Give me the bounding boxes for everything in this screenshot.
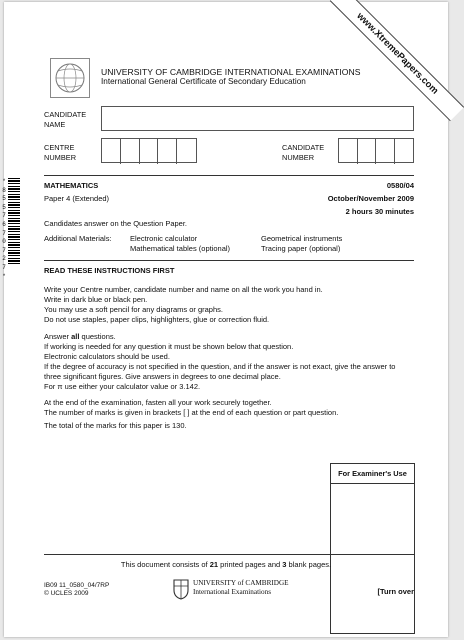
divider xyxy=(44,175,414,176)
certificate-title: International General Certificate of Secondary Education xyxy=(101,77,306,86)
answer-note: Candidates answer on the Question Paper. xyxy=(44,219,188,228)
divider xyxy=(44,260,414,261)
exam-session: October/November 2009 xyxy=(327,194,414,203)
exam-cover-page xyxy=(4,2,448,637)
digit-box[interactable] xyxy=(102,139,121,164)
candidate-number-label: CANDIDATE NUMBER xyxy=(282,143,325,162)
digit-box[interactable] xyxy=(158,139,177,164)
digit-box[interactable] xyxy=(358,139,377,164)
exam-duration: 2 hours 30 minutes xyxy=(345,207,414,216)
digit-box[interactable] xyxy=(121,139,140,164)
globe-icon xyxy=(50,58,90,98)
watermark-banner[interactable]: www.XtremePapers.com xyxy=(330,0,464,121)
instructions-block-1: Write your Centre number, candidate number and name on all the work you hand in. Write in dark blue or black pen. You may use a soft pencil for any diagrams or graphs. Do not use staples, paper clips, highlighters, glue or correction fluid. xyxy=(44,285,323,324)
crest-icon xyxy=(172,578,190,600)
digit-box[interactable] xyxy=(339,139,358,164)
document-reference: IB09 11_0580_04/7RP © UCLES 2009 xyxy=(44,582,110,597)
centre-number-field[interactable] xyxy=(101,138,197,163)
paper-code: 0580/04 xyxy=(386,181,414,190)
answer-all-line: Answer all questions. xyxy=(44,332,116,341)
total-marks-note: The total of the marks for this paper is 130. xyxy=(44,421,187,430)
digit-box[interactable] xyxy=(177,139,196,164)
digit-box[interactable] xyxy=(376,139,395,164)
instructions-heading: READ THESE INSTRUCTIONS FIRST xyxy=(44,266,175,275)
digit-box[interactable] xyxy=(395,139,413,164)
candidate-name-label: CANDIDATE NAME xyxy=(44,110,87,129)
materials-list-2: Geometrical instruments Tracing paper (optional) xyxy=(261,234,343,253)
candidate-name-field[interactable] xyxy=(101,106,414,131)
examiner-use-label: For Examiner's Use xyxy=(331,464,414,484)
page-count-note: This document consists of 21 printed pages and 3 blank pages. xyxy=(120,560,332,569)
paper-name: Paper 4 (Extended) xyxy=(44,194,110,203)
university-title: UNIVERSITY OF CAMBRIDGE INTERNATIONAL EXAMINATIONS xyxy=(101,67,361,77)
instructions-block-2: Answer all questions. If working is needed for any question it must be shown below that question. Electronic calculators should be used. If the degree of accuracy is not specified in the question, and if the answer is not exact, give the answer to three significant figures. Give answers in degrees to one decimal place. For π use either your calculator value or 3.142. xyxy=(44,332,419,392)
divider xyxy=(44,554,414,555)
barcode-digits: * 8 5 5 7 6 7 0 7 2 7 * xyxy=(2,178,6,280)
turn-over-label: [Turn over xyxy=(377,587,414,596)
centre-number-label: CENTRE NUMBER xyxy=(44,143,77,162)
barcode xyxy=(8,178,20,266)
cambridge-logo-text: UNIVERSITY of CAMBRIDGE International Examinations xyxy=(193,579,289,596)
digit-box[interactable] xyxy=(140,139,159,164)
subject-title: MATHEMATICS xyxy=(44,181,99,190)
materials-list-1: Electronic calculator Mathematical tables (optional) xyxy=(130,234,231,253)
instructions-block-3: At the end of the examination, fasten all your work securely together. The number of marks is given in brackets [ ] at the end of each question or part question. xyxy=(44,398,339,417)
examiner-use-box xyxy=(330,463,415,634)
candidate-number-field[interactable] xyxy=(338,138,414,163)
materials-label: Additional Materials: xyxy=(44,234,112,243)
